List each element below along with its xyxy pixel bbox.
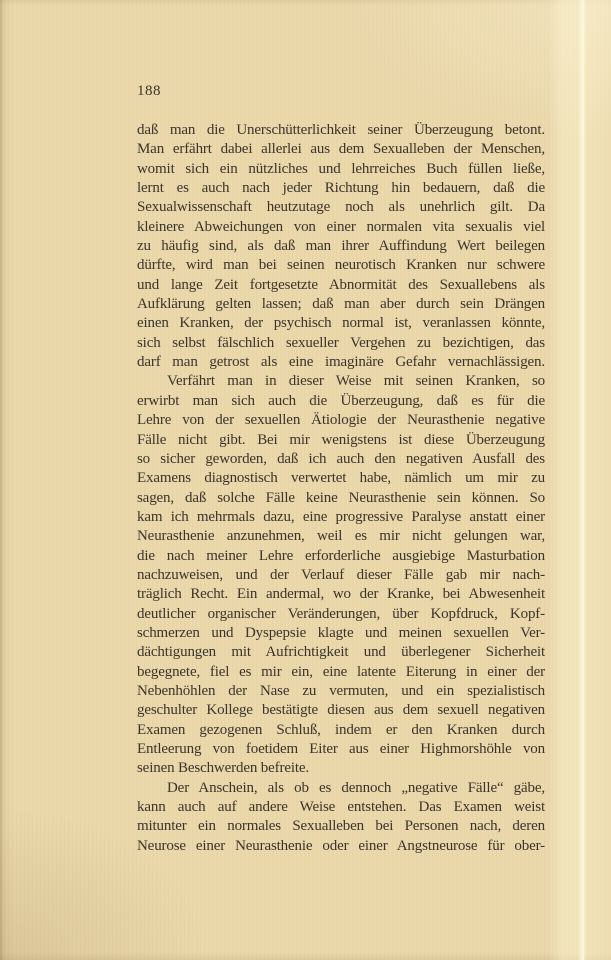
text-line: Der Anschein, als ob es dennoch „negative Fälle“ gäbe,	[167, 779, 545, 796]
page-text	[137, 121, 545, 856]
text-line: begegnete, fiel es mir ein, eine latente Eiterung in einer der	[137, 663, 545, 680]
paragraph	[137, 779, 545, 856]
text-line: schmerzen und Dyspepsie klagte und meinen sexuellen Ver-	[137, 624, 545, 641]
text-line: Sexualwissenschaft heutzutage noch als unehrlich gilt. Da	[137, 199, 545, 216]
text-line: Nebenhöhlen der Nase zu vermuten, und ein spezialistisch	[137, 682, 545, 699]
text-line: daß man die Unerschütterlichkeit seiner Überzeugung betont.	[137, 122, 545, 138]
text-line: so sicher geworden, daß ich auch den negativen Ausfall des	[137, 450, 545, 467]
text-line: deutlicher organischer Veränderungen, über Kopfdruck, Kopf-	[137, 605, 545, 622]
text-line: kann auch auf andere Weise entstehen. Das Examen weist	[137, 799, 545, 816]
text-line: Examen gezogenen Schluß, indem er den Kranken durch	[137, 721, 545, 738]
text-line: Man erfährt dabei allerlei aus dem Sexualleben der Menschen,	[137, 141, 545, 158]
text-line: kam ich mehrmals dazu, eine progressive Paralyse anstatt einer	[137, 508, 545, 525]
text-line: sich selbst fälschlich sexueller Vergehen zu bezichtigen, das	[137, 334, 545, 351]
text-line: zu häufig sind, als daß man ihrer Auffindung Wert beilegen	[137, 238, 545, 255]
text-line: nachzuweisen, und der Verlauf dieser Fälle gab mir nach-	[137, 566, 545, 583]
text-line: geschulter Kollege bestätigte diesen aus dem sexuell negativen	[137, 702, 545, 719]
text-line: kleinere Abweichungen von einer normalen vita sexualis viel	[137, 218, 545, 235]
text-line: Lehre von der sexuellen Ätiologie der Neurasthenie negative	[137, 412, 545, 429]
text-line: Examens diagnostisch verwertet habe, nämlich um mir zu	[137, 470, 545, 487]
paragraph	[137, 372, 545, 778]
page-number: 188	[137, 83, 161, 99]
text-line: Entleerung von foetidem Eiter aus einer Highmorshöhle von	[137, 741, 545, 757]
text-line: sagen, daß solche Fälle keine Neurasthenie sein können. So	[137, 489, 545, 506]
text-line: dürfte, wird man bei seinen neurotisch Kranken nur schwere	[137, 257, 545, 274]
text-line: die nach meiner Lehre erforderliche ausgiebige Masturbation	[137, 547, 545, 564]
text-line: Fälle nicht gibt. Bei mir wenigstens ist diese Überzeugung	[137, 431, 545, 448]
text-line: lernt es auch nach jeder Richtung hin bedauern, daß die	[137, 180, 545, 197]
text-line: Aufklärung gelten lassen; daß man aber durch sein Drängen	[137, 296, 545, 313]
text-line: Neurasthenie anzunehmen, weil es mir nicht gelungen war,	[137, 528, 545, 545]
text-line: Verfährt man in dieser Weise mit seinen Kranken, so	[167, 373, 545, 390]
text-line: träglich Recht. Ein andermal, wo der Kranke, bei Abwesenheit	[137, 586, 545, 603]
text-line: einen Kranken, der psychisch normal ist, veranlassen könnte,	[137, 315, 545, 332]
text-line: erwirbt man sich auch die Überzeugung, daß es für die	[137, 392, 545, 409]
text-line: mitunter ein normales Sexualleben bei Personen nach, deren	[137, 818, 545, 835]
text-line: und lange Zeit fortgesetzte Abnormität des Sexuallebens als	[137, 276, 545, 293]
text-line: darf man getrost als eine imaginäre Gefahr vernachlässigen.	[137, 354, 545, 371]
text-line: dächtigungen mit Aufrichtigkeit und überlegener Sicherheit	[137, 644, 545, 661]
text-line: seinen Beschwerden befreite.	[137, 760, 309, 777]
text-line: Neurose einer Neurasthenie oder einer Angstneurose für ober-	[137, 837, 545, 854]
text-line: womit sich ein nützliches und lehrreiches Buch füllen ließe,	[137, 160, 545, 177]
paragraph	[137, 121, 545, 372]
